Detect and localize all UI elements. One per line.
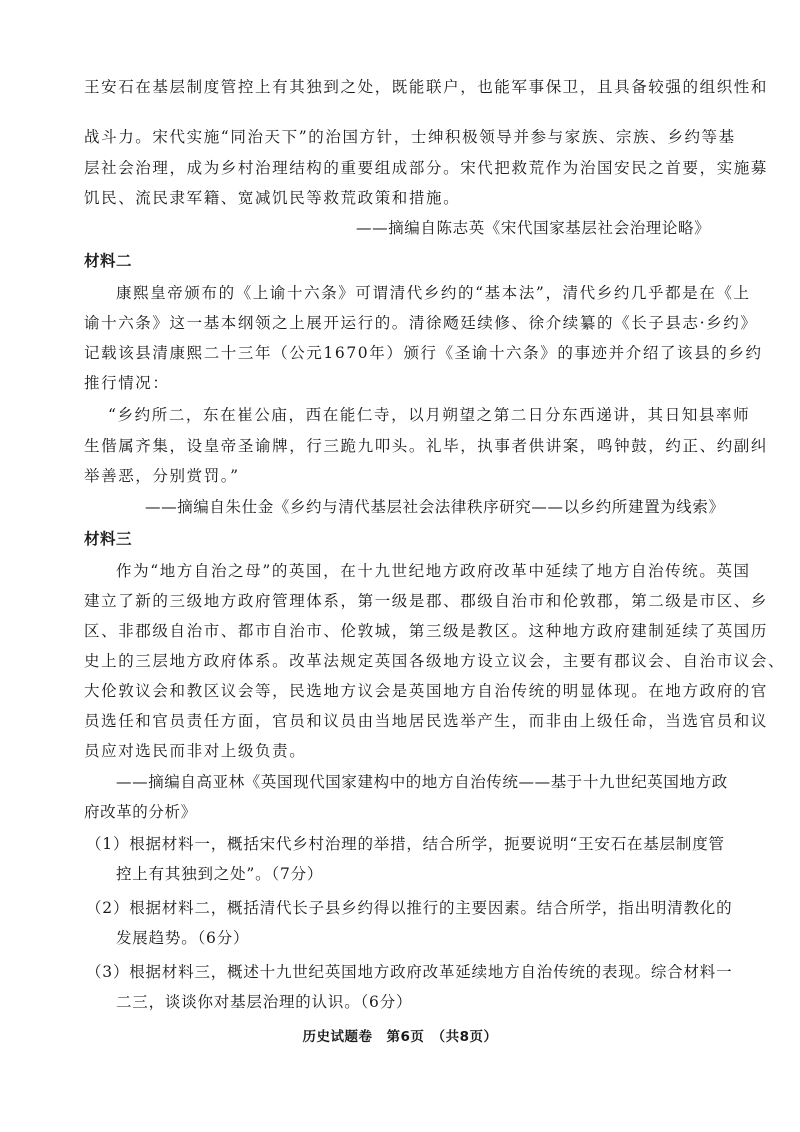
question-2-line: 发展趋势。（6分） bbox=[116, 929, 250, 947]
material3-text-line: 建立了新的三级地方政府管理体系，第一级是郡、郡级自治市和伦敦郡，第二级是市区、乡 bbox=[84, 592, 769, 610]
material1-source: ——摘编自陈志英《宋代国家基层社会治理论略》 bbox=[356, 219, 711, 237]
material2-quote-line: 生偕属齐集，设皇帝圣谕牌，行三跪九叩头。礼毕，执事者供讲案，鸣钟鼓，约正、约副纠 bbox=[84, 437, 769, 455]
question-1-line: 控上有其独到之处”。（7分） bbox=[116, 865, 324, 883]
question-3-line: （3）根据材料三，概述十九世纪英国地方政府改革延续地方自治传统的表现。综合材料一 bbox=[86, 963, 733, 981]
material3-source-line: ——摘编自高亚林《英国现代国家建构中的地方自治传统——基于十九世纪英国地方政 bbox=[116, 773, 728, 791]
material1-text-line: 王安石在基层制度管控上有其独到之处，既能联户，也能军事保卫，且具备较强的组织性和 bbox=[84, 78, 769, 96]
material2-source: ——摘编自朱仕金《乡约与清代基层社会法律秩序研究——以乡约所建置为线索》 bbox=[145, 498, 725, 516]
material2-text-line: 康熙皇帝颁布的《上谕十六条》可谓清代乡约的“基本法”，清代乡约几乎都是在《上 bbox=[116, 284, 751, 302]
material3-text-line: 员选任和官员责任方面，官员和议员由当地居民选举产生，而非由上级任命，当选官员和议 bbox=[84, 712, 769, 730]
material3-text-line: 大伦敦议会和教区议会等，民选地方议会是英国地方自治传统的明显体现。在地方政府的官 bbox=[84, 682, 769, 700]
material2-quote-line: “乡约所二，东在崔公庙，西在能仁寺，以月朔望之第二日分东西递讲，其日知县率师 bbox=[108, 406, 751, 424]
material2-text-line: 记载该县清康熙二十三年（公元1670年）颁行《圣谕十六条》的事迹并介绍了该县的乡约 bbox=[84, 344, 763, 362]
material3-text-line: 员应对选民而非对上级负责。 bbox=[84, 742, 307, 760]
question-2-line: （2）根据材料二，概括清代长子县乡约得以推行的主要因素。结合所学，指出明清教化的 bbox=[86, 899, 733, 917]
material3-text-line: 区、非郡级自治市、都市自治市、伦敦城，第三级是教区。这种地方政府建制延续了英国历 bbox=[84, 622, 769, 640]
material3-text-line: 作为“地方自治之母”的英国，在十九世纪地方政府改革中延续了地方自治传统。英国 bbox=[116, 562, 751, 580]
material3-text-line: 史上的三层地方政府体系。改革法规定英国各级地方设立议会，主要有郡议会、自治市议会、 bbox=[84, 652, 786, 670]
material1-text-line: 层社会治理，成为乡村治理结构的重要组成部分。宋代把救荒作为治国安民之首要，实施募 bbox=[84, 159, 769, 177]
question-1-line: （1）根据材料一，概括宋代乡村治理的举措，结合所学，扼要说明“王安石在基层制度管 bbox=[86, 835, 725, 853]
material2-text-line: 谕十六条》这一基本纲领之上展开运行的。清徐飏廷续修、徐介续纂的《长子县志·乡约》 bbox=[84, 314, 758, 332]
material1-text-line: 饥民、流民隶军籍、宽减饥民等救荒政策和措施。 bbox=[84, 189, 461, 207]
page-footer: 历史试题卷 第6页 （共8页） bbox=[302, 1029, 498, 1045]
material3-source-line: 府改革的分析》 bbox=[84, 803, 197, 821]
material3-heading: 材料三 bbox=[84, 530, 133, 548]
material2-text-line: 推行情况： bbox=[84, 374, 170, 392]
material2-heading: 材料二 bbox=[84, 252, 133, 270]
material2-quote-line: 举善恶，分别赏罚。” bbox=[84, 467, 240, 485]
material1-text-line: 战斗力。宋代实施“同治天下”的治国方针，士绅积极领导并参与家族、宗族、乡约等基 bbox=[84, 128, 736, 146]
question-3-line: 二三，谈谈你对基层治理的认识。（6分） bbox=[116, 993, 413, 1011]
